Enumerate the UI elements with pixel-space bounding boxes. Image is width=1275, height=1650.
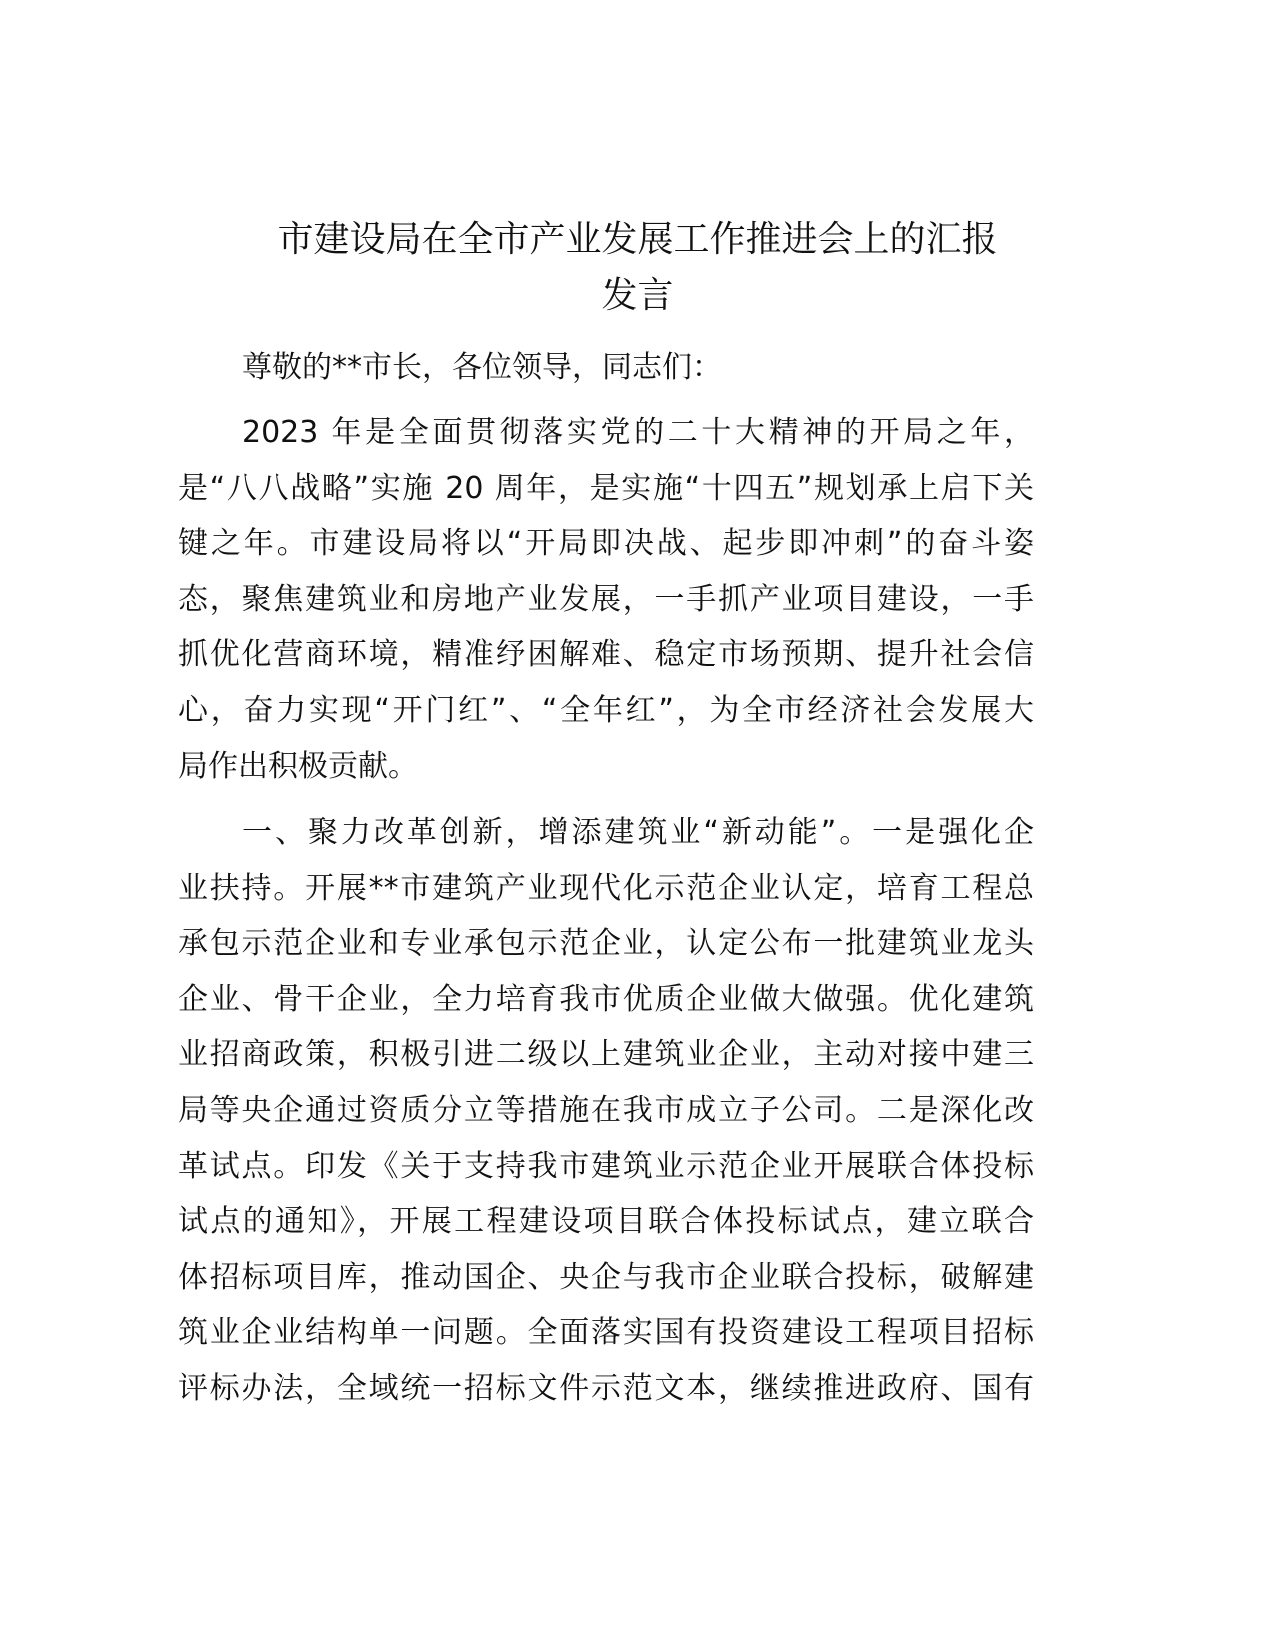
text-line: 企业、骨干企业，全力培育我市优质企业做大做强。优化建筑 xyxy=(178,981,1034,1017)
text-line: 一、聚力改革创新，增添建筑业“新动能”。一是强化企 xyxy=(242,815,1034,850)
paragraph-1 xyxy=(178,405,1034,794)
text-line: 态，聚焦建筑业和房地产业发展，一手抓产业项目建设，一手 xyxy=(178,581,1034,617)
text-line: 革试点。印发《关于支持我市建筑业示范企业开展联合体投标 xyxy=(178,1148,1034,1184)
text-line: 心，奋力实现“开门红”、“全年红”，为全市经济社会发展大 xyxy=(178,692,1034,728)
text-line: 2023 年是全面贯彻落实党的二十大精神的开局之年， xyxy=(242,415,1034,450)
text-line: 局等央企通过资质分立等措施在我市成立子公司。二是深化改 xyxy=(178,1092,1034,1128)
text-line: 试点的通知》，开展工程建设项目联合体投标试点，建立联合 xyxy=(178,1204,1034,1240)
text-line: 是“八八战略”实施 20 周年，是实施“十四五”规划承上启下关 xyxy=(178,470,1034,506)
text-line: 筑业企业结构单一问题。全面落实国有投资建设工程项目招标 xyxy=(178,1315,1034,1351)
text-line: 业招商政策，积极引进二级以上建筑业企业，主动对接中建三 xyxy=(178,1037,1034,1073)
text-line: 评标办法，全域统一招标文件示范文本，继续推进政府、国有 xyxy=(178,1370,1034,1406)
text-line: 体招标项目库，推动国企、央企与我市企业联合投标，破解建 xyxy=(178,1259,1034,1295)
document-title xyxy=(150,212,1125,324)
text-line: 业扶持。开展**市建筑产业现代化示范企业认定，培育工程总 xyxy=(178,870,1034,906)
text-line: 键之年。市建设局将以“开局即决战、起步即冲刺”的奋斗姿 xyxy=(178,526,1034,562)
text-line: 承包示范企业和专业承包示范企业，认定公布一批建筑业龙头 xyxy=(178,926,1034,962)
salutation: 尊敬的**市长，各位领导，同志们： xyxy=(242,350,722,385)
text-line: 抓优化营商环境，精准纾困解难、稳定市场预期、提升社会信 xyxy=(178,637,1034,673)
title-line-1: 市建设局在全市产业发展工作推进会上的汇报 xyxy=(277,219,998,260)
text-line: 局作出积极贡献。 xyxy=(178,748,418,784)
paragraph-2 xyxy=(178,805,1034,1417)
title-line-2: 发言 xyxy=(601,275,674,316)
